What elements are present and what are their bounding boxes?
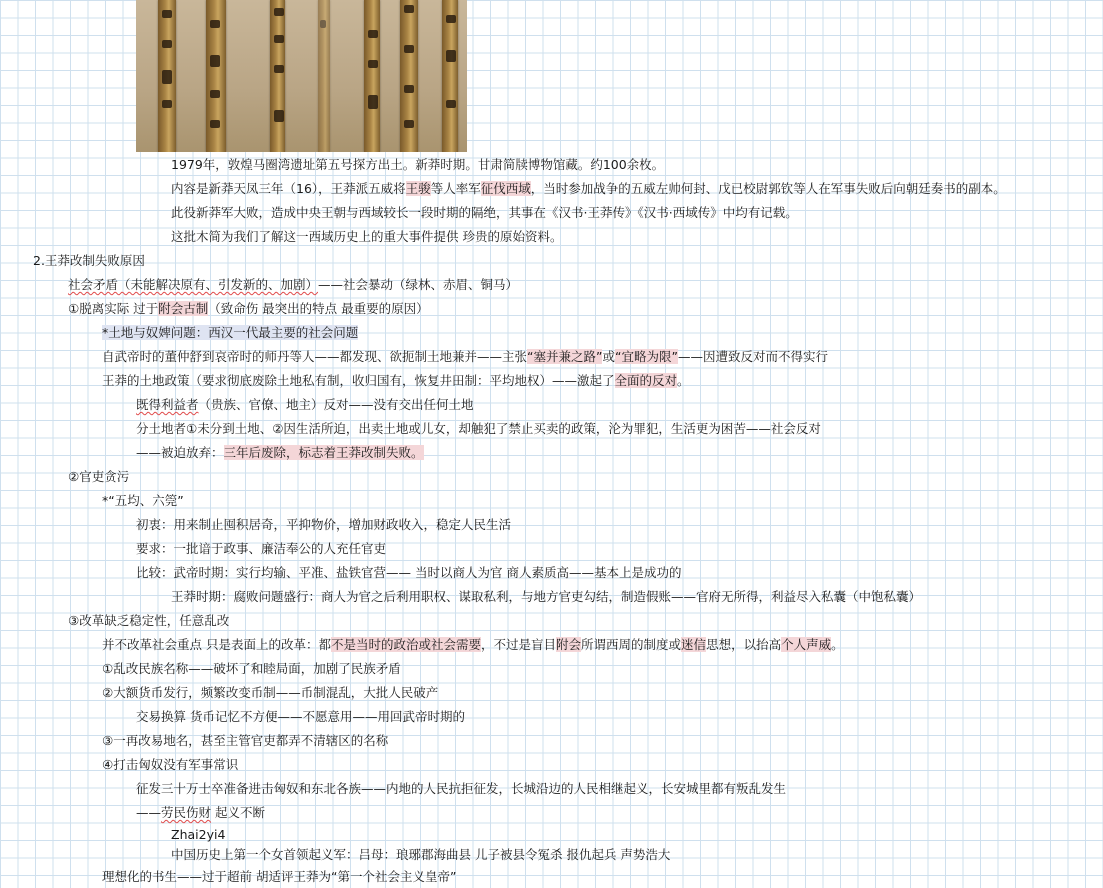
bamboo-slip xyxy=(206,0,226,152)
caption-line-4: 这批木简为我们了解这一西域历史上的重大事件提供 珍贵的原始资料。 xyxy=(171,229,563,244)
section-heading: 2.王莽改制失败原因 xyxy=(33,253,145,268)
note-line: ④打击匈奴没有军事常识 xyxy=(102,757,239,772)
note-text: 或 xyxy=(602,349,615,364)
note-line: *“五均、六筦” xyxy=(102,493,184,508)
note-text: 劳民伤财 xyxy=(161,805,212,820)
highlight: “宜略为限” xyxy=(614,349,678,364)
highlight: 全面的反对 xyxy=(614,373,678,388)
note-line: ②大额货币发行，频繁改变币制——币制混乱，大批人民破产 xyxy=(102,685,439,700)
note-line: 理想化的书生——过于超前 胡适评王莽为“第一个社会主义皇帝” xyxy=(102,869,457,884)
note-line: 要求：一批谙于政事、廉洁奉公的人充任官吏 xyxy=(136,541,387,556)
note-line xyxy=(68,300,429,318)
note-line: 初衷：用来制止囤积居奇，平抑物价，增加财政收入，稳定人民生活 xyxy=(136,517,512,532)
note-text: 。 xyxy=(831,637,844,652)
note-line xyxy=(68,276,518,294)
note-text: ——社会暴动（绿林、赤眉、铜马） xyxy=(318,277,519,292)
bamboo-slip xyxy=(364,0,380,152)
note-text: —— xyxy=(136,805,161,820)
caption-text: 内容是新莽天凤三年（16），王莽派五威将 xyxy=(171,181,406,196)
bamboo-slip xyxy=(158,0,176,152)
caption-line-3: 此役新莽军大败，造成中央王朝与西域较长一段时期的隔绝，其事在《汉书·王莽传》《汉书·西域传》中均有记载。 xyxy=(171,205,798,220)
highlight: “塞并兼之路” xyxy=(527,349,603,364)
caption-line-2 xyxy=(171,180,1006,198)
highlight: 不是当时的政治或社会需要 xyxy=(330,637,481,652)
note-line: 分土地者①未分到土地、②因生活所迫，出卖土地或儿女，却触犯了禁止买卖的政策，沦为罪犯，生活更为困苦——社会反对 xyxy=(136,421,821,436)
note-line: 中国历史上第一个女首领起义军：吕母：琅琊郡海曲县 儿子被县令冤杀 报仇起兵 声势浩大 xyxy=(171,847,671,862)
bamboo-slip xyxy=(318,0,330,152)
highlight: 迷信 xyxy=(681,637,707,652)
note-line: ①乱改民族名称——破坏了和睦局面，加剧了民族矛盾 xyxy=(102,661,401,676)
bamboo-slip xyxy=(270,0,285,152)
note-line xyxy=(102,372,690,390)
note-text: 王莽的土地政策（要求彻底废除土地私有制，收归国有，恢复井田制：平均地权）——激起了 xyxy=(102,373,615,388)
highlight: 附会古制 xyxy=(158,301,209,316)
note-line: ②官吏贪污 xyxy=(68,469,130,484)
highlight: 个人声威 xyxy=(781,637,832,652)
note-text: （致命伤 最突出的特点 最重要的原因） xyxy=(208,301,429,316)
note-line xyxy=(102,348,828,366)
note-line: Zhai2yi4 xyxy=(171,827,226,842)
caption-text: 等人率军 xyxy=(430,181,481,196)
note-text: 所谓西周的制度或 xyxy=(581,637,682,652)
note-line xyxy=(102,324,358,342)
note-line: 比较：武帝时期：实行均输、平准、盐铁官营—— 当时以商人为官 商人素质高——基本上是成功的 xyxy=(136,565,682,580)
bamboo-slips-photo xyxy=(136,0,467,152)
note-text: 社会矛盾（未能解决原有、引发新的、加剧） xyxy=(68,277,319,292)
highlight: 附会 xyxy=(556,637,582,652)
note-text: 。 xyxy=(677,373,690,388)
note-text: ——被迫放弃： xyxy=(136,445,224,460)
note-line: 王莽时期：腐败问题盛行：商人为官之后利用职权、谋取私利，与地方官吏勾结，制造假账——官府无所得，利益尽入私囊（中饱私囊） xyxy=(171,589,922,604)
bamboo-slip xyxy=(400,0,418,152)
note-text: 自武帝时的董仲舒到哀帝时的师丹等人——都发现、欲扼制土地兼并——主张 xyxy=(102,349,528,364)
highlight: *土地与奴婢问题：西汉一代最主要的社会问题 xyxy=(102,325,359,340)
note-line xyxy=(136,804,265,822)
note-text: 起义不断 xyxy=(211,805,265,820)
note-line xyxy=(136,396,474,414)
note-line: ③一再改易地名，甚至主管官吏都弄不清辖区的名称 xyxy=(102,733,389,748)
highlight: 三年后废除，标志着王莽改制失败。 xyxy=(223,445,424,460)
note-text: （贵族、官僚、地主）反对——没有交出任何土地 xyxy=(198,397,474,412)
highlight: 王骏 xyxy=(405,181,431,196)
caption-text: ，当时参加战争的五威左帅何封、戊已校尉郭钦等人在军事失败后向朝廷奏书的副本。 xyxy=(530,181,1006,196)
note-text: 并不改革社会重点 只是表面上的改革：都 xyxy=(102,637,331,652)
note-text: 既得利益者 xyxy=(136,397,199,412)
note-line: ③改革缺乏稳定性，任意乱改 xyxy=(68,613,230,628)
note-text: ，不过是盲目 xyxy=(481,637,557,652)
bamboo-slip xyxy=(442,0,458,152)
note-line xyxy=(102,636,844,654)
note-text: ——因遭致反对而不得实行 xyxy=(677,349,828,364)
note-text: 思想，以抬高 xyxy=(706,637,782,652)
note-line xyxy=(136,444,424,462)
note-line: 交易换算 货币记忆不方便——不愿意用——用回武帝时期的 xyxy=(136,709,465,724)
caption-line-1: 1979年，敦煌马圈湾遗址第五号探方出土。新莽时期。甘肃简牍博物馆藏。约100余枚。 xyxy=(171,157,665,172)
highlight: 征伐西域 xyxy=(480,181,531,196)
note-line: 征发三十万士卒准备进击匈奴和东北各族——内地的人民抗拒征发，长城沿边的人民相继起义，长安城里都有叛乱发生 xyxy=(136,781,787,796)
note-text: ①脱离实际 过于 xyxy=(68,301,159,316)
